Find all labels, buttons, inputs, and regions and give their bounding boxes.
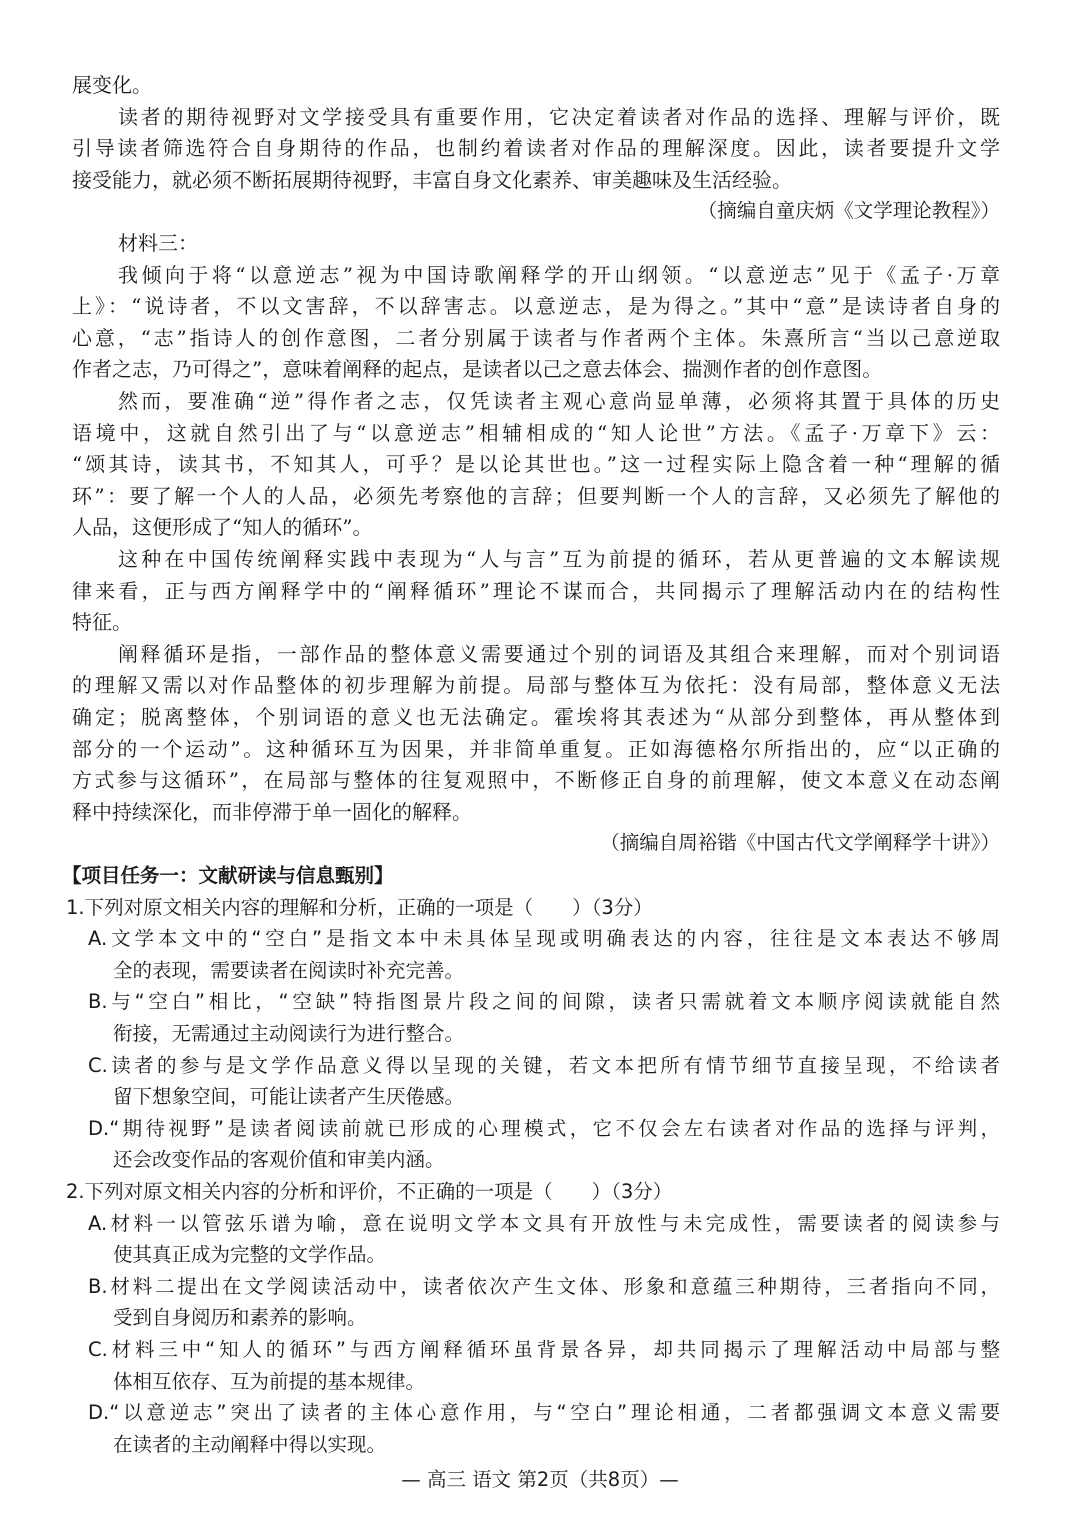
section-heading: 【项目任务一：文献研读与信息甄别】 [62,864,394,887]
answer-option-continued: 还会改变作品的客观价值和审美内涵。 [113,1148,445,1172]
answer-option: C.材料三中“知人的循环”与西方阐释循环虽背景各异，却共同揭示了理解活动中局部与整 [88,1338,1000,1361]
passage-line: 然而，要准确“逆”得作者之志，仅凭读者主观心意尚显单薄，必须将其置于具体的历史 [118,389,1000,413]
passage-line: 我倾向于将“以意逆志”视为中国诗歌阐释学的开山纲领。“以意逆志”见于《孟子·万章 [118,262,1000,287]
answer-option-continued: 全的表现，需要读者在阅读时补充完善。 [113,958,465,982]
passage-line: 语境中，这就自然引出了与“以意逆志”相辅相成的“知人论世”方法。《孟子·万章下》云： [72,420,1000,445]
passage-line: 心意，“志”指诗人的创作意图，二者分别属于读者与作者两个主体。朱熹所言“当以己意逆取 [72,325,1000,350]
passage-line: 律来看，正与西方阐释学中的“阐释循环”理论不谋而合，共同揭示了理解活动内在的结构性 [72,578,1000,603]
passage-line: 释中持续深化，而非停滞于单一固化的解释。 [72,799,472,824]
answer-option: B.材料二提出在文学阅读活动中，读者依次产生文体、形象和意蕴三种期待，三者指向不同， [88,1274,1000,1298]
passage-line: 材料三： [118,231,198,255]
question-stem: 2.下列对原文相关内容的分析和评价，不正确的一项是（ ）（3分） [66,1180,673,1203]
passage-line: 方式参与这循环”，在局部与整体的往复观照中，不断修正自身的前理解，使文本意义在动态阐 [72,768,1000,793]
answer-option-continued: 受到自身阅历和素养的影响。 [113,1306,367,1330]
answer-option: A.材料一以管弦乐谱为喻，意在说明文学本文具有开放性与未完成性，需要读者的阅读参与 [88,1211,1000,1235]
passage-line: 作者之志，乃可得之”，意味着阐释的起点，是读者以己之意去体会、揣测作者的创作意图。 [72,357,883,382]
passage-line: 环”：要了解一个人的人品，必须先考察他的言辞；但要判断一个人的言辞，又必须先了解他的 [72,483,1000,508]
passage-line: 上》：“说诗者，不以文害辞，不以辞害志。以意逆志，是为得之。”其中“意”是读诗者自身的 [72,294,1000,319]
answer-option-continued: 在读者的主动阐释中得以实现。 [113,1432,387,1456]
passage-line: 的理解又需以对作品整体的初步理解为前提。局部与整体互为依托：没有局部，整体意义无法 [72,673,1000,698]
answer-option-continued: 使其真正成为完整的文学作品。 [113,1243,387,1267]
passage-line: 引导读者筛选符合自身期待的作品，也制约着读者对作品的理解深度。因此，读者要提升文学 [72,136,1000,161]
passage-line: 确定；脱离整体，个别词语的意义也无法确定。霍埃将其表述为“从部分到整体，再从整体到 [72,705,1000,729]
answer-option-continued: 衔接，无需通过主动阅读行为进行整合。 [113,1022,465,1045]
passage-line: 部分的一个运动”。这种循环互为因果，并非简单重复。正如海德格尔所指出的，应“以正确的 [72,736,1000,761]
passage-line: 这种在中国传统阐释实践中表现为“人与言”互为前提的循环，若从更普遍的文本解读规 [118,547,1000,571]
passage-line: 人品，这便形成了“知人的循环”。 [72,515,373,540]
answer-option: D.“期待视野”是读者阅读前就已形成的心理模式，它不仅会左右读者对作品的选择与评判， [88,1116,1000,1140]
source-citation: （摘编自童庆炳《文学理论教程》） [697,199,1000,223]
passage-line: “颂其诗，读其书，不知其人，可乎？是以论其世也。”这一过程实际上隐含着一种“理解的循 [72,452,1000,477]
passage-line: 特征。 [72,610,132,635]
answer-option: B.与“空白”相比，“空缺”特指图景片段之间的间隙，读者只需就着文本顺序阅读就能自然 [88,990,1000,1014]
answer-option: D.“以意逆志”突出了读者的主体心意作用，与“空白”理论相通，二者都强调文本意义需要 [88,1401,1000,1425]
answer-option: C.读者的参与是文学作品意义得以呈现的关键，若文本把所有情节细节直接呈现，不给读者 [88,1053,1000,1077]
passage-line: 阐释循环是指，一部作品的整体意义需要通过个别的词语及其组合来理解，而对个别词语 [118,641,1000,666]
passage-line: 接受能力，就必须不断拓展期待视野，丰富自身文化素养、审美趣味及生活经验。 [72,167,792,192]
passage-line: 读者的期待视野对文学接受具有重要作用，它决定着读者对作品的选择、理解与评价，既 [118,104,1000,129]
answer-option-continued: 留下想象空间，可能让读者产生厌倦感。 [113,1085,465,1109]
answer-option-continued: 体相互依存、互为前提的基本规律。 [113,1369,426,1393]
answer-option: A.文学本文中的“空白”是指文本中未具体呈现或明确表达的内容，往往是文本表达不够周 [88,927,1000,951]
question-stem: 1.下列对原文相关内容的理解和分析，正确的一项是（ ）（3分） [66,895,653,919]
page-footer: — 高三 语文 第2页（共8页）— [401,1468,679,1491]
source-citation: （摘编自周裕锴《中国古代文学阐释学十讲》） [600,831,1000,855]
passage-line: 展变化。 [72,73,152,97]
